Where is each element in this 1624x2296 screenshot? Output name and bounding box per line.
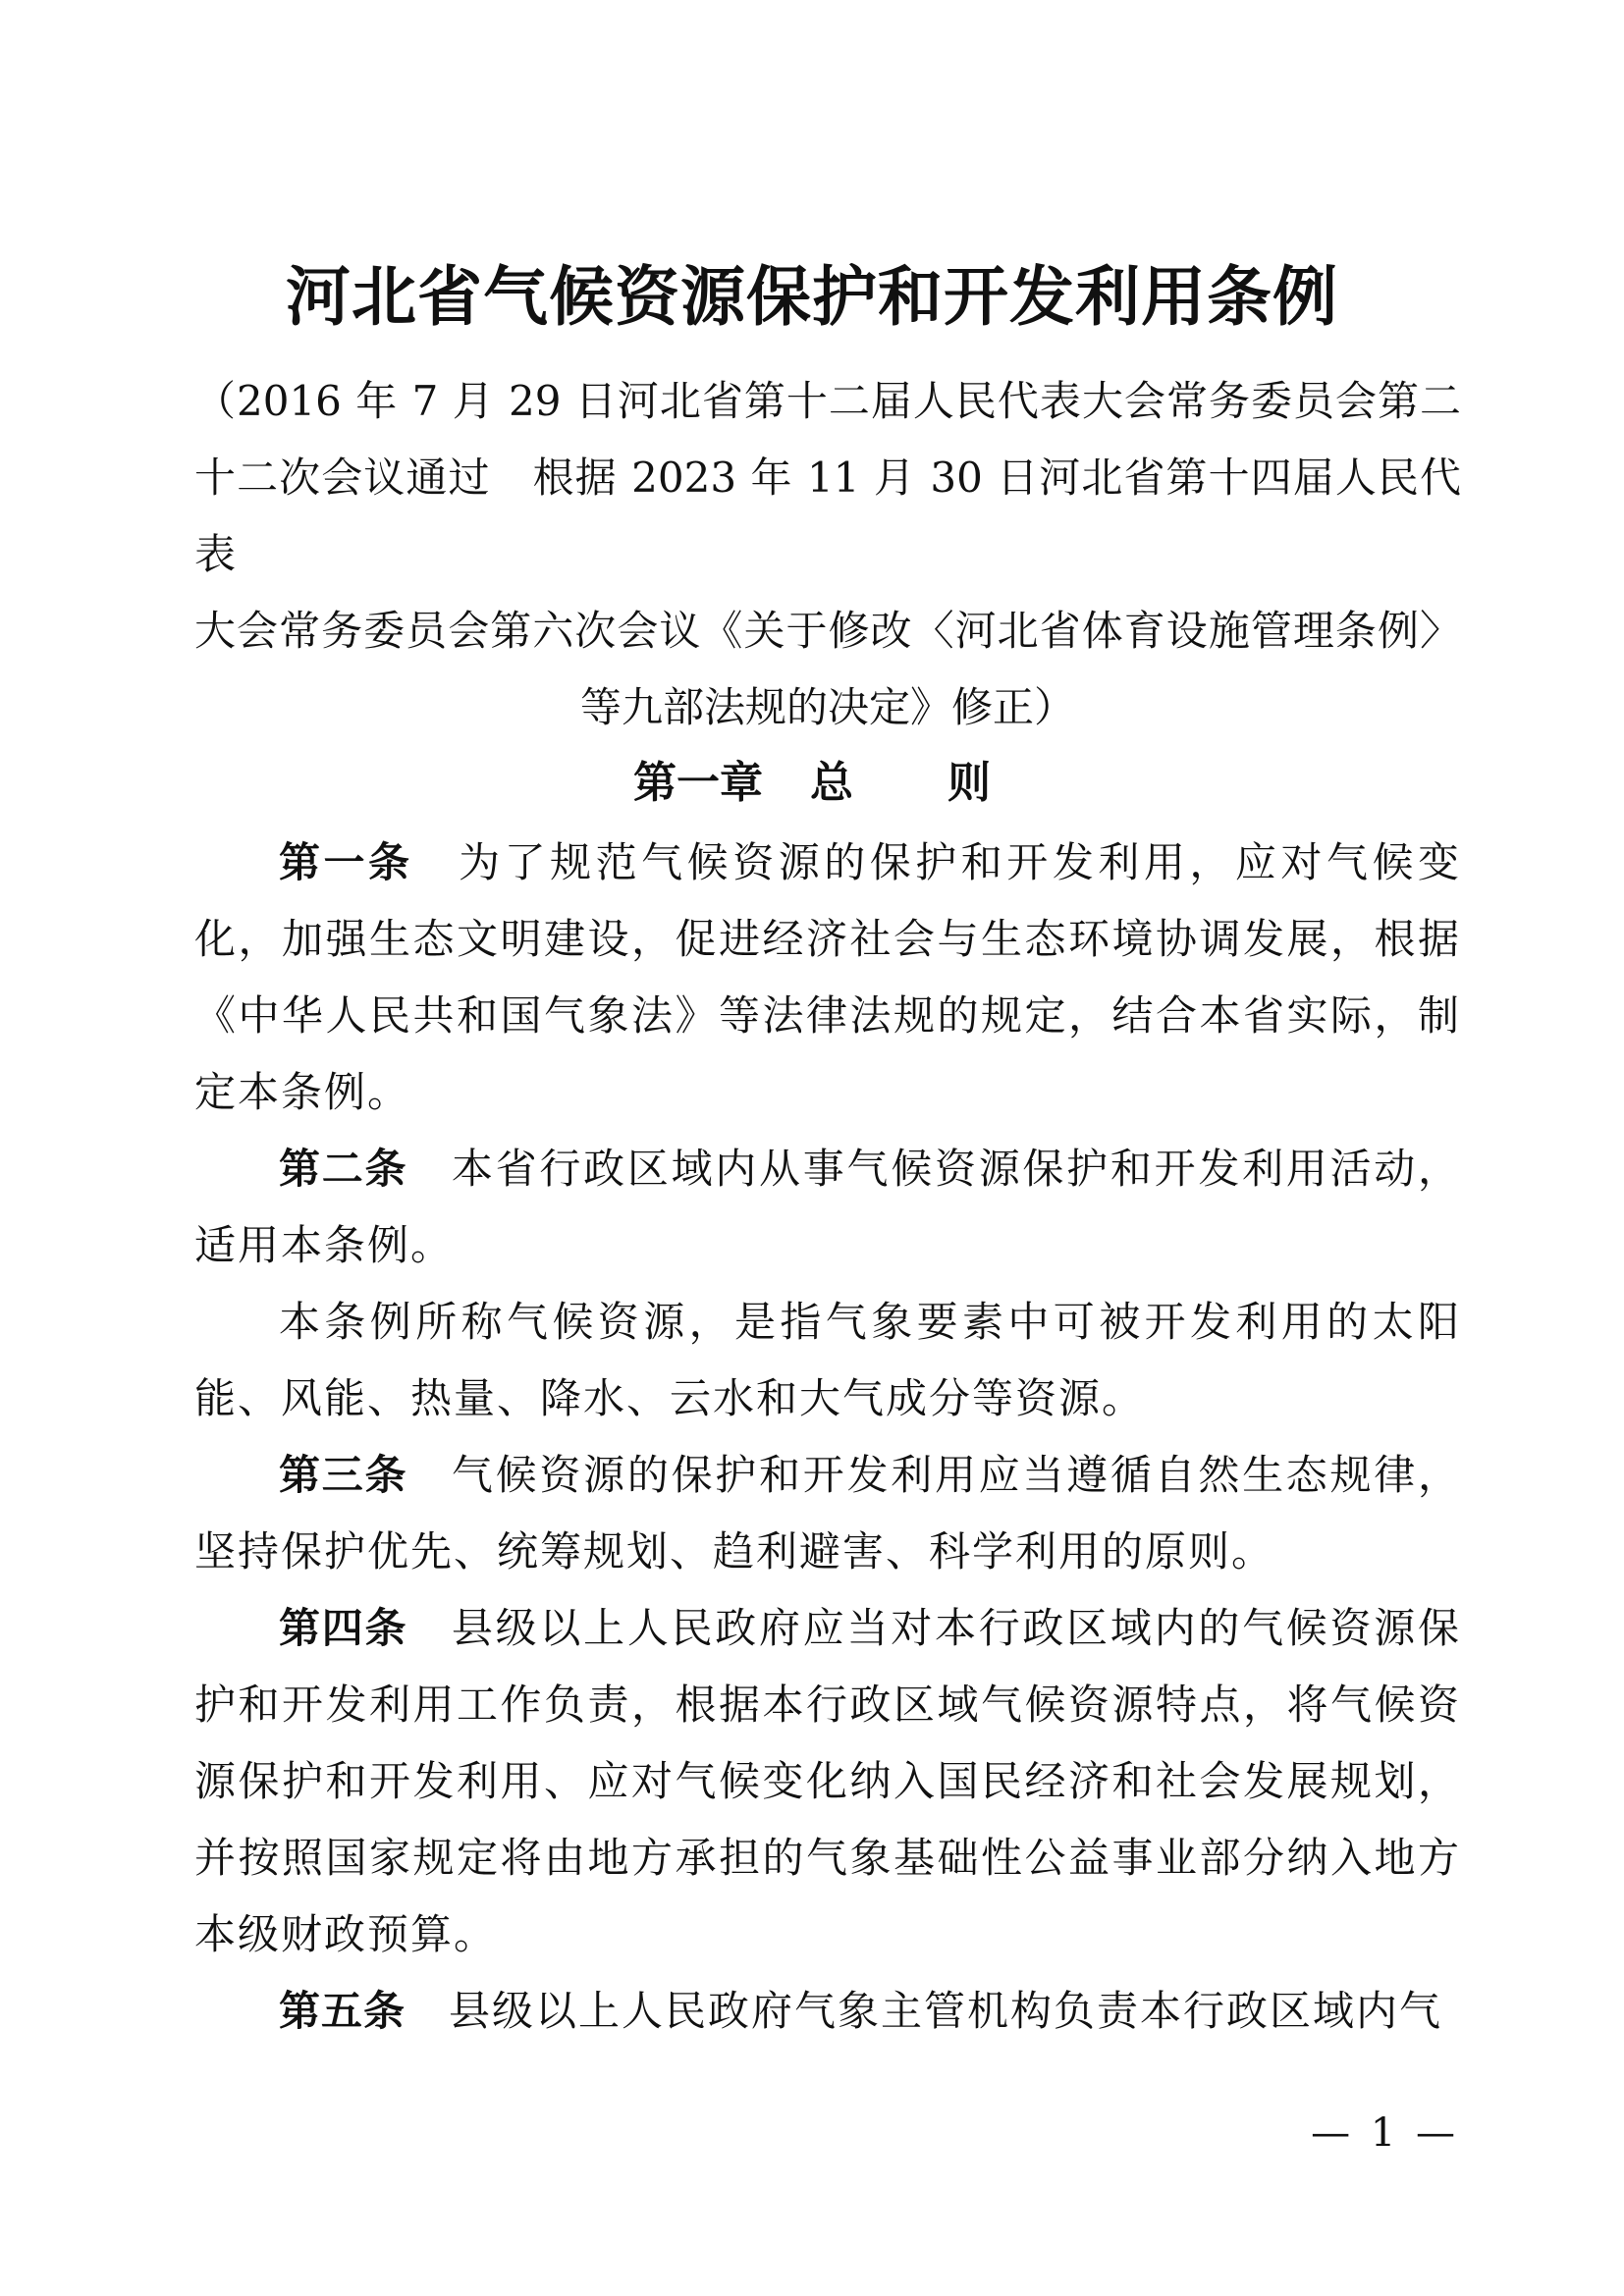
article-paragraph: [194, 1437, 1461, 1590]
article-paragraph: [194, 825, 1461, 1131]
subtitle-line: 大会常务委员会第六次会议《关于修改〈河北省体育设施管理条例〉: [194, 607, 1461, 655]
chapter-name-second: 则: [947, 758, 991, 808]
article-text: 气候资源的保护和开发利用应当遵循自然生态规律，坚持保护优先、统筹规划、趋利避害、科学利用的原则。: [194, 1451, 1461, 1575]
article-paragraph: [194, 1973, 1461, 2050]
article-text: 县级以上人民政府应当对本行政区域内的气候资源保护和开发利用工作负责，根据本行政区域气候资源特点，将气候资源保护和开发利用、应对气候变化纳入国民经济和社会发展规划，并按照国家规定将由地方承担的气象基础性公益事业部分纳入地方本级财政预算。: [194, 1604, 1461, 1958]
article-text: 县级以上人民政府气象主管机构负责本行政区域内气: [449, 1987, 1443, 2035]
chapter-label: 第一章: [633, 758, 763, 808]
document-subtitle: [194, 363, 1461, 746]
article-paragraph: [194, 1131, 1461, 1284]
article-number: 第三条: [279, 1451, 408, 1499]
document-body: [194, 825, 1461, 2050]
page-number: — 1 —: [1311, 2110, 1459, 2156]
article-number: 第四条: [279, 1604, 408, 1652]
article-text: 为了规范气候资源的保护和开发利用，应对气候变化，加强生态文明建设，促进经济社会与生态环境协调发展，根据《中华人民共和国气象法》等法律法规的规定，结合本省实际，制定本条例。: [194, 838, 1461, 1116]
chapter-heading: [0, 748, 1624, 819]
article-number: 第五条: [279, 1987, 406, 2035]
subtitle-line: （2016 年 7 月 29 日河北省第十二届人民代表大会常务委员会第二: [194, 377, 1461, 425]
article-text: 本省行政区域内从事气候资源保护和开发利用活动，适用本条例。: [194, 1145, 1461, 1269]
chapter-name-first: 总: [810, 758, 853, 808]
article-text: 本条例所称气候资源，是指气象要素中可被开发利用的太阳能、风能、热量、降水、云水和大气成分等资源。: [194, 1298, 1461, 1422]
article-number: 第一条: [279, 838, 413, 886]
article-number: 第二条: [279, 1145, 408, 1193]
article-paragraph: [194, 1284, 1461, 1437]
subtitle-line: 等九部法规的决定》修正）: [579, 683, 1075, 731]
subtitle-line: 十二次会议通过 根据 2023 年 11 月 30 日河北省第十四届人民代表: [194, 454, 1461, 578]
article-paragraph: [194, 1590, 1461, 1973]
document-title: 河北省气候资源保护和开发利用条例: [286, 258, 1338, 335]
